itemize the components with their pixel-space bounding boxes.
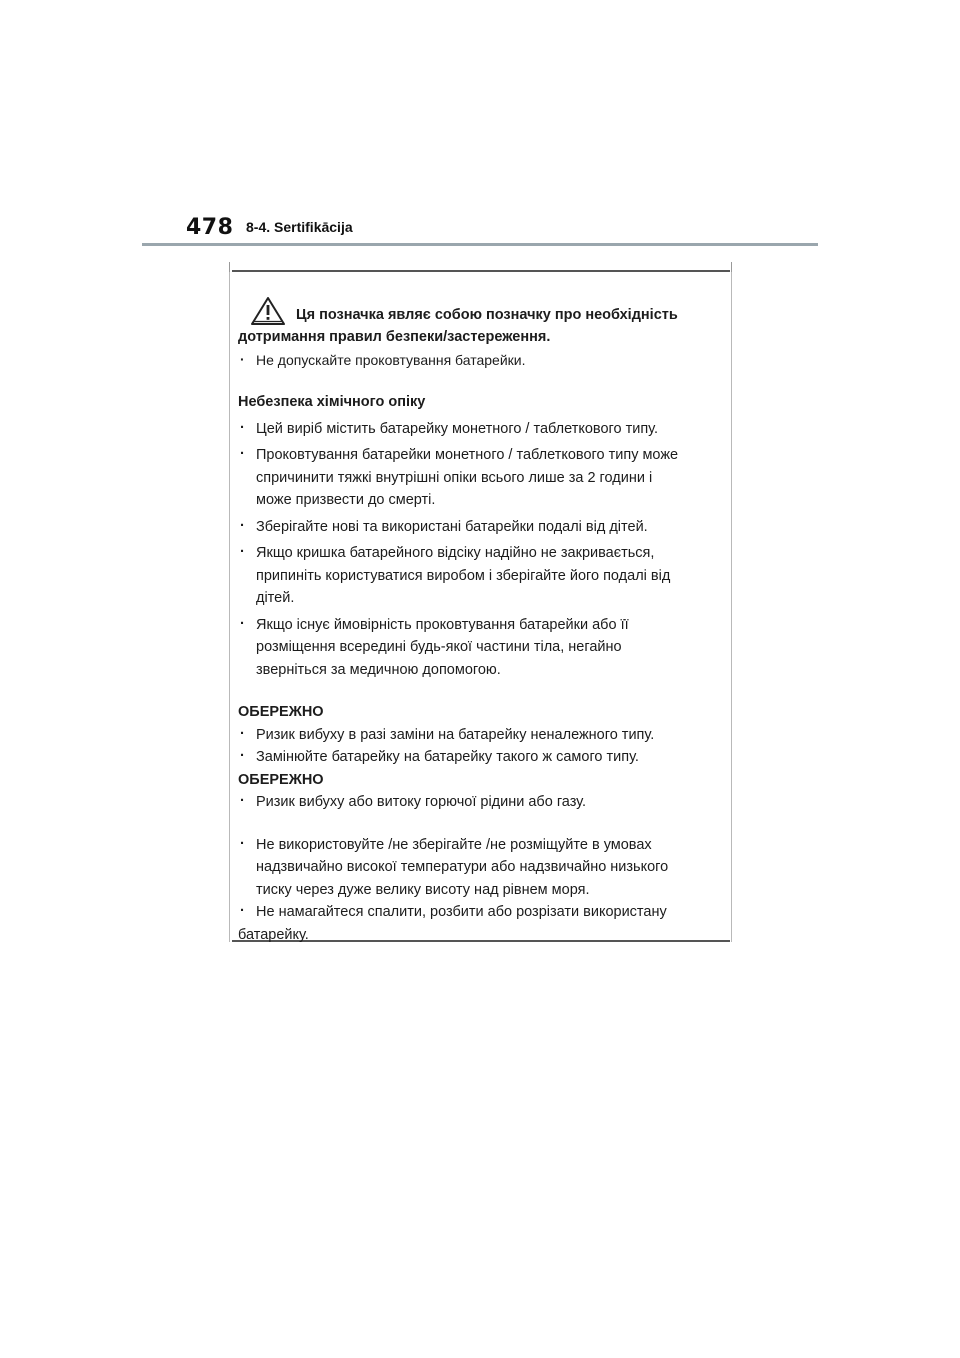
chemical-item (238, 444, 728, 512)
caution-heading-1: ОБЕРЕЖНО (238, 704, 324, 720)
caution-item: · Ризик вибуху або витоку горючої рідини або газу. (238, 791, 728, 814)
warning-bullet: · Не допускайте проковтування батарейки. (238, 349, 728, 372)
chemical-item (238, 516, 728, 539)
final-item (238, 901, 728, 924)
final-item-line: · Не намагайтеся спалити, розбити або розрізати використану (238, 901, 728, 924)
chemical-item-line: · Цей виріб містить батарейку монетного / таблеткового типу. (238, 418, 728, 441)
final-tail: батарейку. (238, 926, 309, 943)
chemical-item (238, 614, 728, 682)
warning-row (238, 296, 728, 326)
page-number: 478 (186, 215, 234, 240)
chemical-item-line: розміщення всередині будь-якої частини тіла, негайно (256, 639, 622, 655)
chemical-item (238, 418, 728, 441)
box-top-tick-left (229, 262, 230, 272)
final-item (238, 834, 728, 902)
final-item-line: надзвичайно високої температури або надзвичайно низького (256, 859, 669, 875)
chemical-item (238, 542, 728, 610)
warning-line-2: дотримання правил безпеки/застереження. (238, 329, 551, 345)
header-rule (142, 243, 818, 246)
chemical-item-line: може призвести до смерті. (256, 492, 436, 508)
chemical-item-line: · Якщо кришка батарейного відсіку надійно не закривається, (238, 542, 728, 565)
final-item-line: · Не використовуйте /не зберігайте /не розміщуйте в умовах (238, 834, 728, 857)
section-title: 8-4. Sertifikācija (246, 219, 353, 235)
warning-line-1: Ця позначка являє собою позначку про необхідність (296, 306, 678, 323)
chemical-item-line: дітей. (256, 590, 295, 606)
box-top-tick-right (731, 262, 732, 272)
box-top-rule (232, 270, 730, 272)
caution-item: · Ризик вибуху в разі заміни на батарейку неналежного типу. (238, 724, 728, 747)
chemical-item-line: припиніть користуватися виробом і зберігайте його подалі від (256, 567, 671, 584)
caution-heading-2: ОБЕРЕЖНО (238, 771, 324, 788)
chemical-heading: Небезпека хімічного опіку (238, 394, 426, 410)
chemical-item-line: спричинити тяжкі внутрішні опіки всього лише за 2 години і (256, 469, 653, 486)
warning-triangle-icon (250, 296, 286, 326)
chemical-item-line: зверніться за медичною допомогою. (256, 661, 501, 678)
chemical-item-line: · Проковтування батарейки монетного / таблеткового типу може (238, 444, 728, 467)
caution-item: · Замінюйте батарейку на батарейку такого ж самого типу. (238, 746, 728, 769)
label-content (238, 296, 728, 946)
chemical-item-line: · Зберігайте нові та використані батарейки подалі від дітей. (238, 516, 728, 539)
chemical-item-line: · Якщо існує ймовірність проковтування батарейки або її (238, 614, 728, 637)
final-item-line: тиску через дуже велику висоту над рівнем моря. (256, 881, 590, 898)
